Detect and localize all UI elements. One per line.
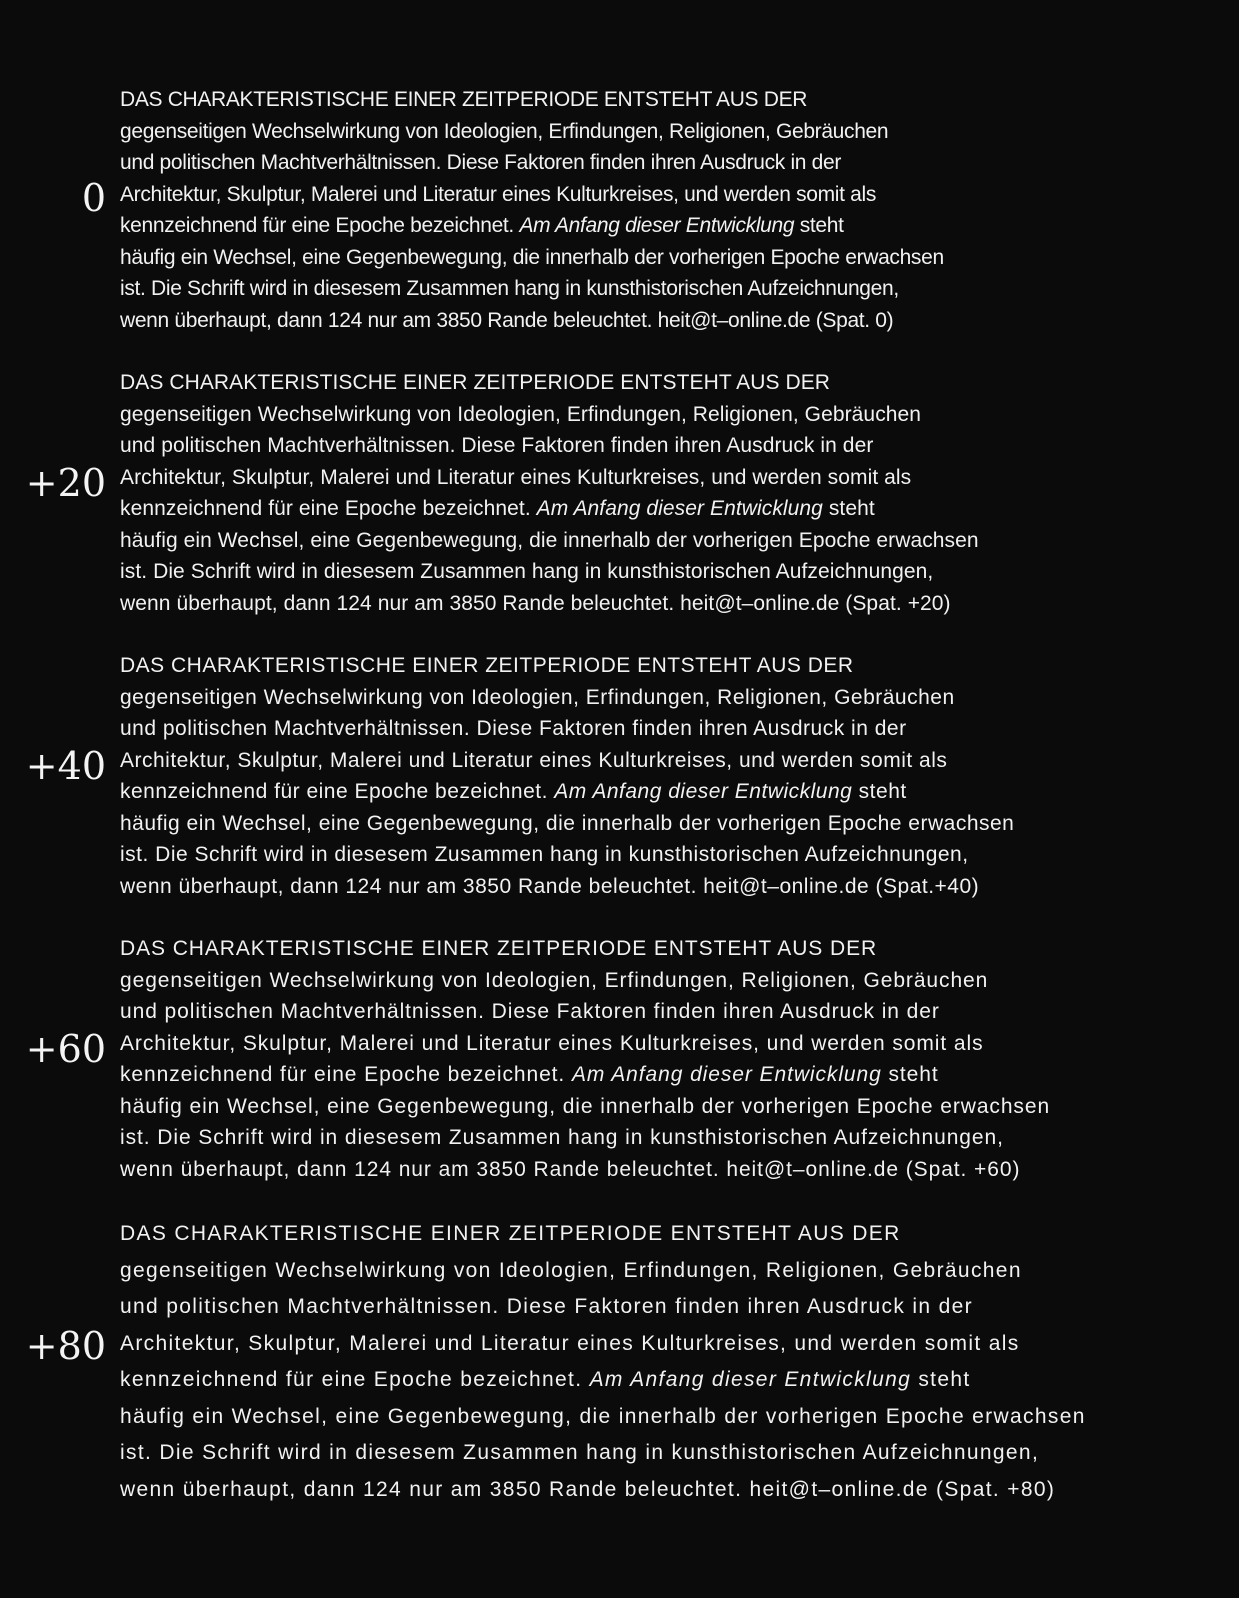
- paragraph-line: und politischen Machtverhältnissen. Diese Faktoren finden ihren Ausdruck in der: [120, 1295, 973, 1318]
- paragraph-line: gegenseitigen Wechselwirkung von Ideologien, Erfindungen, Religionen, Gebräuchen: [120, 1258, 1022, 1282]
- paragraph-line: häufig ein Wechsel, eine Gegenbewegung, die innerhalb der vorherigen Epoche erwachsen: [120, 811, 1015, 835]
- paragraph-line: wenn überhaupt, dann 124 nur am 3850 Rande beleuchtet. heit@t–online.de (Spat. +60): [120, 1157, 1021, 1181]
- paragraph-line: Architektur, Skulptur, Malerei und Literatur eines Kulturkreises, und werden somit als: [120, 1031, 984, 1055]
- paragraph-line: [120, 1059, 1050, 1091]
- specimen-paragraph: [120, 933, 1050, 1185]
- paragraph-line: [120, 1362, 1086, 1399]
- paragraph-line: Architektur, Skulptur, Malerei und Literatur eines Kulturkreises, und werden somit als: [120, 748, 948, 772]
- italic-phrase: Am Anfang dieser Entwicklung: [519, 214, 795, 237]
- paragraph-line: [120, 493, 979, 525]
- italic-phrase: Am Anfang dieser Entwicklung: [536, 497, 823, 520]
- line-text: steht: [911, 1368, 971, 1391]
- paragraph-line: DAS CHARAKTERISTISCHE EINER ZEITPERIODE ENTSTEHT AUS DER: [120, 937, 878, 960]
- spacing-label: +80: [25, 1324, 106, 1368]
- paragraph-line: gegenseitigen Wechselwirkung von Ideologien, Erfindungen, Religionen, Gebräuchen: [120, 968, 989, 992]
- paragraph-line: DAS CHARAKTERISTISCHE EINER ZEITPERIODE ENTSTEHT AUS DER: [120, 371, 831, 394]
- paragraph-line: und politischen Machtverhältnissen. Diese Faktoren finden ihren Ausdruck in der: [120, 151, 842, 174]
- paragraph-line: Architektur, Skulptur, Malerei und Literatur eines Kulturkreises, und werden somit als: [120, 182, 876, 206]
- paragraph-line: häufig ein Wechsel, eine Gegenbewegung, die innerhalb der vorherigen Epoche erwachsen: [120, 1404, 1086, 1428]
- paragraph-line: häufig ein Wechsel, eine Gegenbewegung, die innerhalb der vorherigen Epoche erwachsen: [120, 245, 944, 269]
- line-text: steht: [794, 214, 844, 237]
- specimen-paragraph: [120, 1216, 1086, 1508]
- line-text: steht: [881, 1063, 939, 1086]
- line-text: kennzeichnend für eine Epoche bezeichnet.: [120, 214, 520, 237]
- paragraph-line: wenn überhaupt, dann 124 nur am 3850 Rande beleuchtet. heit@t–online.de (Spat. +80): [120, 1477, 1056, 1501]
- paragraph-line: Architektur, Skulptur, Malerei und Literatur eines Kulturkreises, und werden somit als: [120, 465, 912, 489]
- paragraph-line: häufig ein Wechsel, eine Gegenbewegung, die innerhalb der vorherigen Epoche erwachsen: [120, 528, 979, 552]
- italic-phrase: Am Anfang dieser Entwicklung: [589, 1368, 912, 1391]
- paragraph-line: häufig ein Wechsel, eine Gegenbewegung, die innerhalb der vorherigen Epoche erwachsen: [120, 1094, 1051, 1118]
- paragraph-line: DAS CHARAKTERISTISCHE EINER ZEITPERIODE ENTSTEHT AUS DER: [120, 654, 854, 677]
- paragraph-line: gegenseitigen Wechselwirkung von Ideologien, Erfindungen, Religionen, Gebräuchen: [120, 119, 889, 143]
- specimen-paragraph: [120, 84, 944, 336]
- line-text: steht: [852, 780, 907, 803]
- paragraph-line: und politischen Machtverhältnissen. Diese Faktoren finden ihren Ausdruck in der: [120, 1000, 940, 1023]
- line-text: kennzeichnend für eine Epoche bezeichnet.: [120, 1063, 572, 1086]
- paragraph-line: [120, 776, 1014, 808]
- paragraph-line: Architektur, Skulptur, Malerei und Literatur eines Kulturkreises, und werden somit als: [120, 1331, 1020, 1355]
- line-text: steht: [822, 497, 875, 520]
- paragraph-line: ist. Die Schrift wird in diesesem Zusammen hang in kunsthistorischen Aufzeichnungen,: [120, 560, 934, 583]
- paragraph-line: DAS CHARAKTERISTISCHE EINER ZEITPERIODE ENTSTEHT AUS DER: [120, 88, 808, 111]
- paragraph-line: ist. Die Schrift wird in diesesem Zusammen hang in kunsthistorischen Aufzeichnungen,: [120, 1126, 1004, 1149]
- specimen-paragraph: [120, 650, 1014, 902]
- paragraph-line: wenn überhaupt, dann 124 nur am 3850 Rande beleuchtet. heit@t–online.de (Spat. 0): [120, 308, 894, 332]
- specimen-paragraph: [120, 367, 979, 619]
- paragraph-line: und politischen Machtverhältnissen. Diese Faktoren finden ihren Ausdruck in der: [120, 717, 907, 740]
- italic-phrase: Am Anfang dieser Entwicklung: [554, 780, 853, 803]
- spacing-label: +60: [25, 1027, 106, 1071]
- spacing-label: +40: [25, 744, 106, 788]
- paragraph-line: wenn überhaupt, dann 124 nur am 3850 Rande beleuchtet. heit@t–online.de (Spat.+40): [120, 874, 980, 898]
- paragraph-line: und politischen Machtverhältnissen. Diese Faktoren finden ihren Ausdruck in der: [120, 434, 874, 457]
- line-text: kennzeichnend für eine Epoche bezeichnet.: [120, 1368, 590, 1391]
- paragraph-line: ist. Die Schrift wird in diesesem Zusammen hang in kunsthistorischen Aufzeichnungen,: [120, 277, 899, 300]
- paragraph-line: DAS CHARAKTERISTISCHE EINER ZEITPERIODE ENTSTEHT AUS DER: [120, 1222, 901, 1245]
- spacing-label: +20: [25, 461, 106, 505]
- line-text: kennzeichnend für eine Epoche bezeichnet.: [120, 780, 555, 803]
- paragraph-line: gegenseitigen Wechselwirkung von Ideologien, Erfindungen, Religionen, Gebräuchen: [120, 402, 922, 426]
- paragraph-line: gegenseitigen Wechselwirkung von Ideologien, Erfindungen, Religionen, Gebräuchen: [120, 685, 955, 709]
- paragraph-line: [120, 210, 944, 242]
- paragraph-line: ist. Die Schrift wird in diesesem Zusammen hang in kunsthistorischen Aufzeichnungen,: [120, 843, 969, 866]
- paragraph-line: ist. Die Schrift wird in diesesem Zusammen hang in kunsthistorischen Aufzeichnungen,: [120, 1441, 1040, 1464]
- line-text: kennzeichnend für eine Epoche bezeichnet.: [120, 497, 537, 520]
- italic-phrase: Am Anfang dieser Entwicklung: [571, 1063, 882, 1086]
- spacing-label: 0: [81, 176, 106, 220]
- paragraph-line: wenn überhaupt, dann 124 nur am 3850 Rande beleuchtet. heit@t–online.de (Spat. +20): [120, 591, 951, 615]
